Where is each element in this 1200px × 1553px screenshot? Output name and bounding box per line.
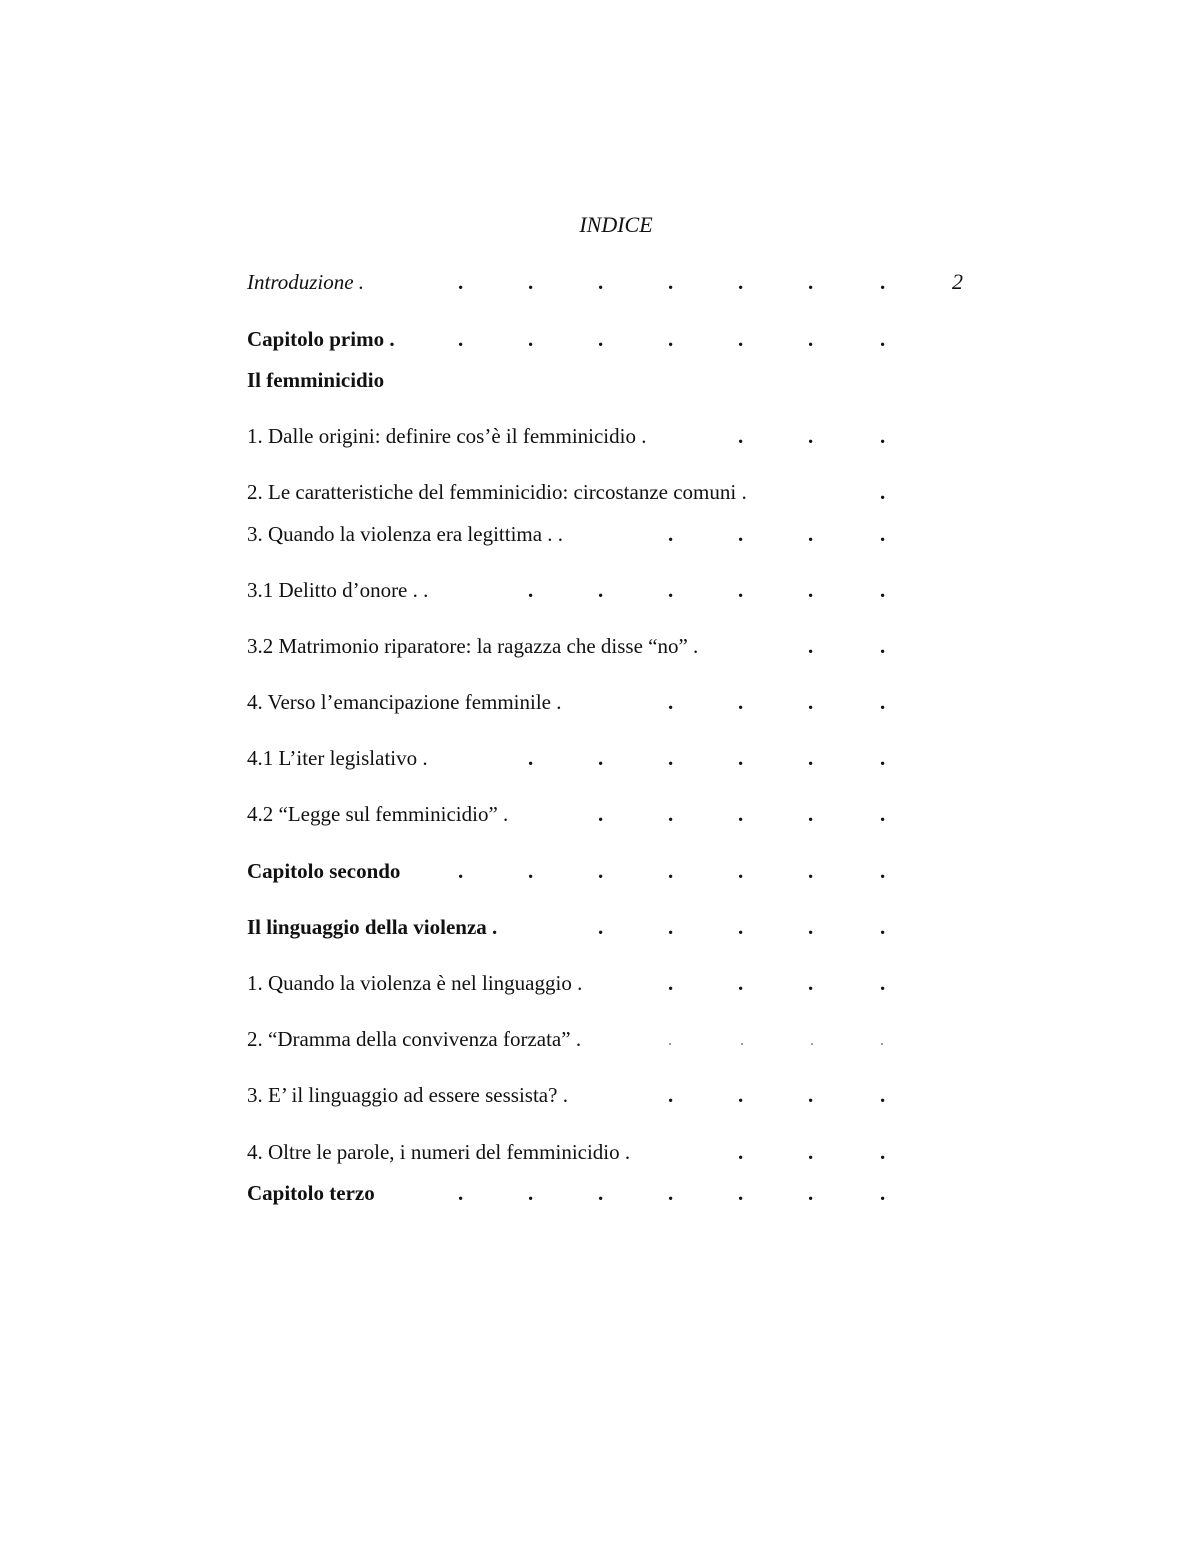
toc-entry-1[interactable]: 1. Dalle origini: definire cos’è il femminicidio . [247, 424, 647, 448]
toc-entry-2-3[interactable]: 3. E’ il linguaggio ad essere sessista? . [247, 1083, 568, 1107]
page-title: INDICE [579, 212, 653, 237]
toc-page-number: 2 [952, 269, 963, 294]
toc-entry-introduzione[interactable]: Introduzione . [247, 270, 365, 294]
toc-entry-2[interactable]: 2. Le caratteristiche del femminicidio: circostanze comuni . [247, 480, 747, 504]
toc-entry-capitolo-terzo[interactable]: Capitolo terzo [247, 1181, 375, 1205]
toc-entry-2-2[interactable]: 2. “Dramma della convivenza forzata” . [247, 1027, 582, 1051]
toc-entry-3-1[interactable]: 3.1 Delitto d’onore . . [247, 578, 429, 602]
toc-entry-3-2[interactable]: 3.2 Matrimonio riparatore: la ragazza che disse “no” . [247, 634, 699, 658]
toc-entry-2-4[interactable]: 4. Oltre le parole, i numeri del femminicidio . [247, 1140, 631, 1164]
toc-entry-il-femminicidio[interactable]: Il femminicidio [247, 368, 385, 392]
toc-entry-3[interactable]: 3. Quando la violenza era legittima . . [247, 522, 564, 546]
toc-entry-linguaggio-violenza[interactable]: Il linguaggio della violenza . [247, 915, 498, 939]
toc-entry-2-1[interactable]: 1. Quando la violenza è nel linguaggio . [247, 971, 583, 995]
toc-entry-capitolo-primo[interactable]: Capitolo primo . [247, 327, 395, 351]
toc-entry-capitolo-secondo[interactable]: Capitolo secondo [247, 859, 401, 883]
toc-entry-4-1[interactable]: 4.1 L’iter legislativo . [247, 746, 428, 770]
toc-entry-4[interactable]: 4. Verso l’emancipazione femminile . [247, 690, 562, 714]
toc-entry-4-2[interactable]: 4.2 “Legge sul femminicidio” . [247, 802, 509, 826]
